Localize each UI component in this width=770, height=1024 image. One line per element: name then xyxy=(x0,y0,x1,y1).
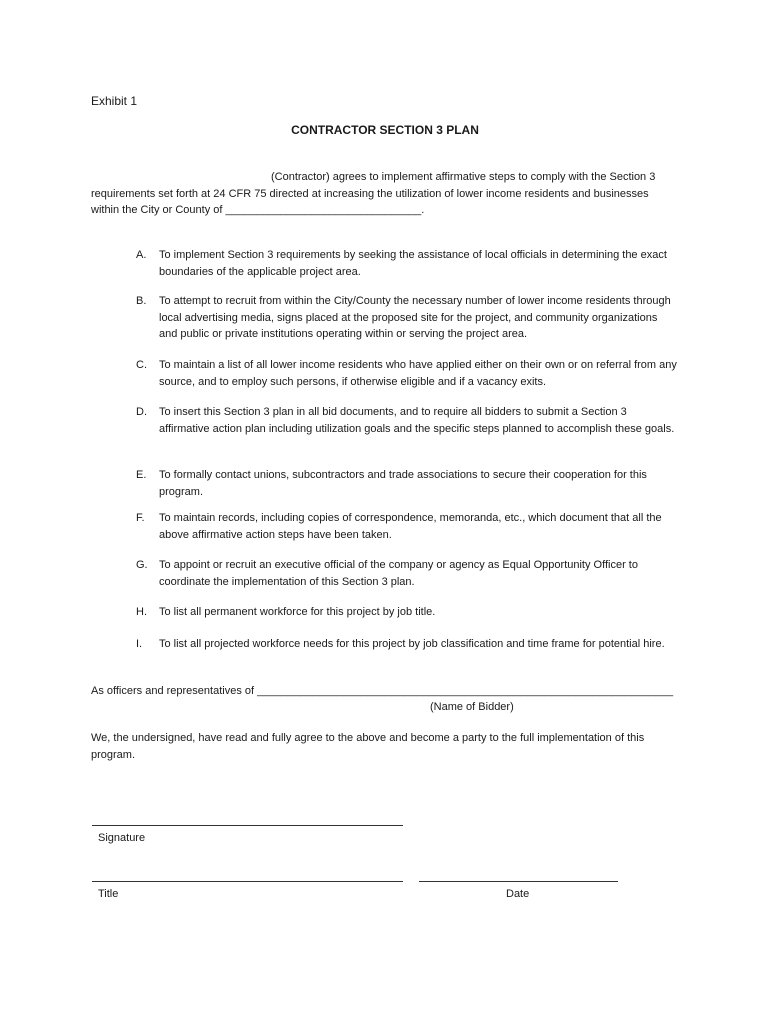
list-item-text: To insert this Section 3 plan in all bid documents, and to require all bidders to submit a Section 3 affirmative action plan including utilization goals and the specific steps planned to accomplish these goals. xyxy=(159,406,675,435)
list-item-text: To formally contact unions, subcontractors and trade associations to secure their cooperation for this program. xyxy=(159,469,647,498)
exhibit-label: Exhibit 1 xyxy=(91,94,138,108)
list-item-text: To list all permanent workforce for this project by job title. xyxy=(159,606,436,618)
intro-line-2: requirements set forth at 24 CFR 75 directed at increasing the utilization of lower income residents and businesses xyxy=(91,187,649,200)
list-item-text: To list all projected workforce needs for this project by job classification and time frame for potential hire. xyxy=(159,638,665,650)
list-item-marker: F. xyxy=(136,512,145,524)
list-item-text: To maintain records, including copies of correspondence, memoranda, etc., which document that all the above affirmative action steps have been taken. xyxy=(159,512,662,541)
list-item-marker: A. xyxy=(136,249,147,261)
date-line xyxy=(419,881,618,882)
list-item-text: To implement Section 3 requirements by seeking the assistance of local officials in determining the exact boundaries of the applicable project area. xyxy=(159,249,667,278)
title-label: Title xyxy=(98,888,119,900)
bidder-name-line: As officers and representatives of ____________________________________________________________________ xyxy=(91,685,674,697)
list-item-marker: H. xyxy=(136,606,147,618)
date-label: Date xyxy=(506,888,530,900)
list-item-marker: I. xyxy=(136,638,143,650)
list-item-text: To attempt to recruit from within the City/County the necessary number of lower income residents through local advertising media, signs placed at the proposed site for the project, and community organizations and public or private institutions operating within or serving the project area. xyxy=(159,295,671,340)
list-item-text: To maintain a list of all lower income residents who have applied either on their own or on referral from any source, and to employ such persons, if otherwise eligible and if a vacancy exits. xyxy=(159,359,677,388)
list-item-marker: D. xyxy=(136,406,147,418)
agreement-paragraph: We, the undersigned, have read and fully agree to the above and become a party to the full implementation of this program. xyxy=(91,732,645,761)
bidder-name-caption: (Name of Bidder) xyxy=(430,701,514,713)
signature-label: Signature xyxy=(98,832,146,844)
document-title: CONTRACTOR SECTION 3 PLAN xyxy=(291,123,479,137)
intro-line-3: within the City or County of ________________________________. xyxy=(91,204,425,216)
signature-line xyxy=(92,825,403,826)
list-item-marker: G. xyxy=(136,559,148,571)
list-item-marker: E. xyxy=(136,469,147,481)
list-item-marker: C. xyxy=(136,359,147,371)
intro-line-1: (Contractor) agrees to implement affirmative steps to comply with the Section 3 xyxy=(271,171,656,183)
intro-paragraph xyxy=(91,169,683,219)
list-item-text: To appoint or recruit an executive official of the company or agency as Equal Opportunity Officer to coordinate the implementation of this Section 3 plan. xyxy=(159,559,638,588)
title-line xyxy=(92,881,403,882)
list-item-marker: B. xyxy=(136,295,147,307)
